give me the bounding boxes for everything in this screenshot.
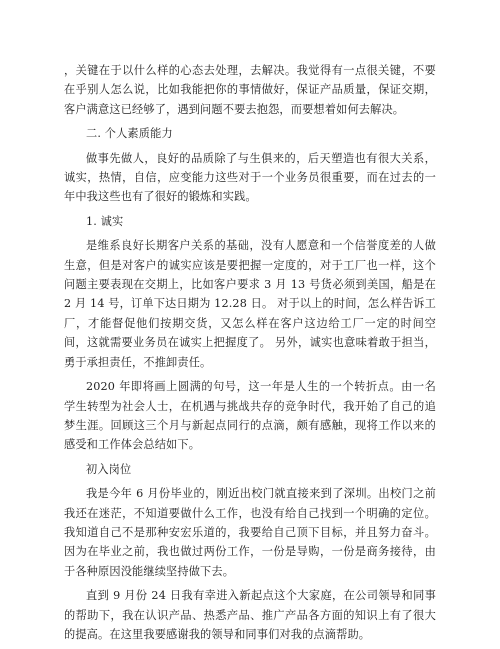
paragraph-year-summary: 2020 年即将画上圆满的句号，这一年是人生的一个转折点。由一名学生转型为社会人士，在机遇与挑战共存的竞争时代，我开始了自己的追梦生涯。回顾这三个月与新起点同行的点滴，颇有感触，现将工作以来的感受和工作体会总结如下。 bbox=[64, 380, 436, 452]
paragraph-personal-quality: 做事先做人，良好的品质除了与生俱来的，后天塑造也有很大关系，诚实，热情，自信，应变能力这些对于一个业务员很重要，而在过去的一年中我这些也有了很好的锻炼和实践。 bbox=[64, 151, 436, 204]
document-body bbox=[64, 61, 436, 649]
subheading-new-position: 初入岗位 bbox=[86, 462, 132, 476]
paragraph-continuation: ，关键在于以什么样的心态去处理，去解决。我觉得有一点很关键，不要在乎别人怎么说，比如我能把你的事情做好，保证产品质量，保证交期，客户满意这已经够了，遇到问题不要去抱怨，而要想着如何去解决。 bbox=[64, 64, 436, 116]
paragraph-graduation: 我是今年 6 月份毕业的，刚近出校门就直接来到了深圳。出校门之前我还在迷茫，不知道要做什么工作，也没有给自己找到一个明确的定位。我知道自己不是那种安宏乐道的，我要给自己顶下目标，并且努力奋斗。因为在毕业之前，我也做过两份工作，一份是导购，一份是商务接待，由于各种原因没能继续坚持做下去。 bbox=[64, 487, 436, 578]
paragraph-joining-company: 直到 9 月份 24 日我有幸进入新起点这个大家庭，在公司领导和同事的帮助下，我在认识产品、热悉产品、推广产品各方面的知识上有了很大的提高。在这里我要感谢我的领导和同事们对我的点滴帮助。 bbox=[64, 589, 436, 641]
paragraph-honesty: 是维系良好长期客户关系的基础，没有人愿意和一个信誉度差的人做生意，但是对客户的诚实应该是要把握一定度的，对于工厂也一样，这个问题主要表现在交期上，比如客户要求 3 月 13 号货必须到美国，船是在 2 月 14 号，订单下达日期为 12.28 日。 对于以上的时间，怎么样告诉工厂，才能督促他们按期交货，又怎么样在客户这边给工厂一定的时间空间，这就需要业务员在诚实上把握度了。 另外，诚实也意味着敢于担当，勇于承担责任，不推卸责任。 bbox=[64, 239, 436, 369]
subheading-honesty: 1. 诚实 bbox=[86, 214, 124, 228]
section-heading-personal-quality: 二. 个人素质能力 bbox=[86, 127, 173, 141]
